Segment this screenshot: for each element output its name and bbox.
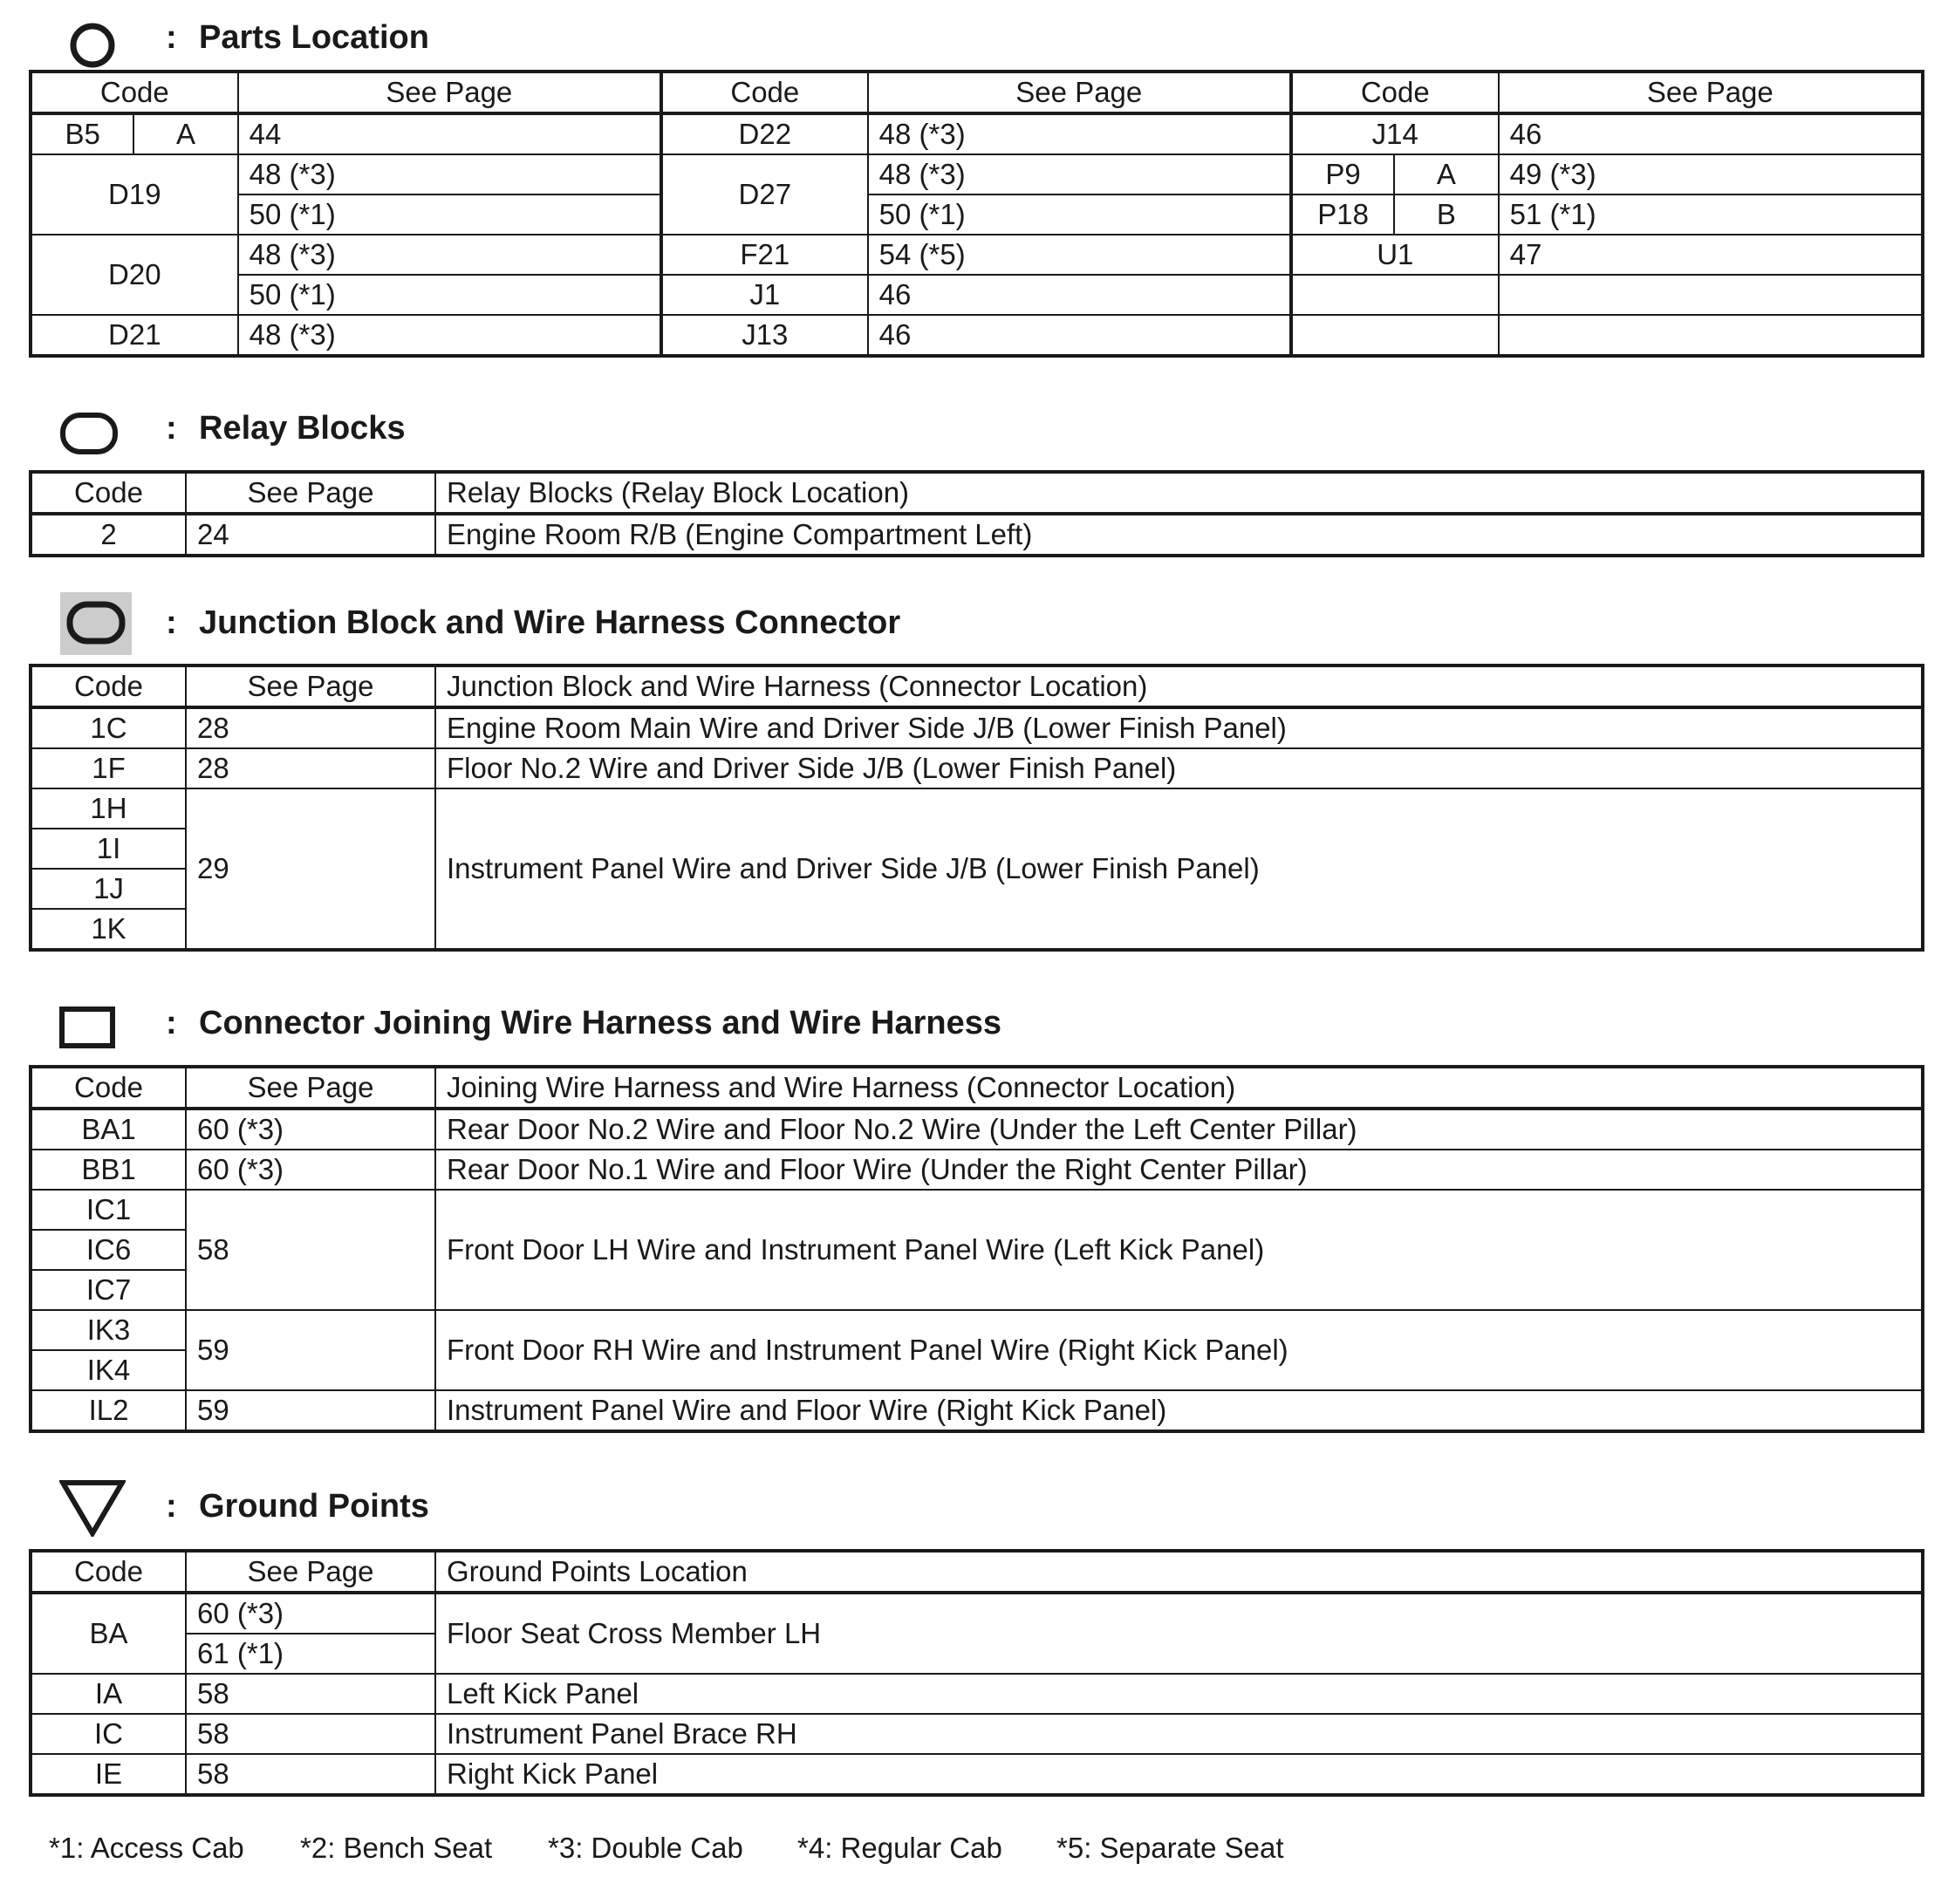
empty-cell <box>1499 315 1923 356</box>
header-code: Code <box>31 472 186 514</box>
relay-blocks-table <box>29 470 1924 557</box>
page-cell: 28 <box>186 707 435 748</box>
section-title: Parts Location <box>199 19 429 56</box>
footnote: *4: Regular Cab <box>797 1832 1002 1864</box>
footnote: *5: Separate Seat <box>1056 1832 1284 1864</box>
table-row <box>31 707 1923 748</box>
table-row <box>31 1674 1923 1714</box>
footnotes <box>49 1832 1924 1875</box>
header-code: Code <box>31 665 186 707</box>
table-row <box>31 1150 1923 1190</box>
sub-code-cell: A <box>133 113 237 154</box>
sub-code-cell: B <box>1394 194 1498 235</box>
description-cell: Left Kick Panel <box>435 1674 1923 1714</box>
section-header-ground-points <box>54 1477 1624 1556</box>
code-cell: IC1 <box>31 1190 186 1230</box>
header-see-page: See Page <box>186 1551 435 1593</box>
footnote: *3: Double Cab <box>548 1832 743 1864</box>
parts-location-table <box>29 70 1924 358</box>
table-header-row <box>31 1551 1923 1593</box>
section-colon: : <box>166 604 177 641</box>
section-title: Connector Joining Wire Harness and Wire Harness <box>199 1005 1001 1041</box>
header-see-page: See Page <box>186 665 435 707</box>
page-cell: 46 <box>868 315 1291 356</box>
empty-cell <box>1499 275 1923 315</box>
description-cell: Instrument Panel Wire and Driver Side J/B (Lower Finish Panel) <box>435 788 1923 950</box>
code-cell: 1H <box>31 788 186 829</box>
table-row <box>31 275 1923 315</box>
header-see-page: See Page <box>1499 72 1923 113</box>
page-cell: 59 <box>186 1310 435 1390</box>
description-cell: Engine Room Main Wire and Driver Side J/B (Lower Finish Panel) <box>435 707 1923 748</box>
header-see-page: See Page <box>238 72 661 113</box>
description-cell: Front Door LH Wire and Instrument Panel Wire (Left Kick Panel) <box>435 1190 1923 1310</box>
code-cell: 1I <box>31 829 186 869</box>
header-code: Code <box>31 1067 186 1109</box>
table-header-row <box>31 1067 1923 1109</box>
page-cell: 60 (*3) <box>186 1150 435 1190</box>
description-cell: Instrument Panel Wire and Floor Wire (Right Kick Panel) <box>435 1390 1923 1431</box>
header-code: Code <box>31 72 238 113</box>
section-colon: : <box>166 19 177 56</box>
page-cell: 48 (*3) <box>238 154 661 194</box>
code-cell: IA <box>31 1674 186 1714</box>
footnote: *1: Access Cab <box>49 1832 244 1864</box>
table-row <box>31 1593 1923 1634</box>
page-cell: 59 <box>186 1390 435 1431</box>
page-cell: 29 <box>186 788 435 950</box>
code-cell: 1J <box>31 869 186 909</box>
code-cell: J14 <box>1291 113 1499 154</box>
page-cell: 28 <box>186 748 435 788</box>
description-cell: Front Door RH Wire and Instrument Panel Wire (Right Kick Panel) <box>435 1310 1923 1390</box>
table-row <box>31 1310 1923 1350</box>
code-cell: D21 <box>31 315 238 356</box>
code-cell: D20 <box>31 235 238 315</box>
table-row <box>31 514 1923 556</box>
page-cell: 50 (*1) <box>238 275 661 315</box>
code-cell: U1 <box>1291 235 1499 275</box>
header-description: Junction Block and Wire Harness (Connector Location) <box>435 665 1923 707</box>
code-cell: D19 <box>31 154 238 235</box>
code-cell: IK4 <box>31 1350 186 1390</box>
circle-icon <box>68 21 117 70</box>
header-see-page: See Page <box>186 472 435 514</box>
section-title: Relay Blocks <box>199 410 406 447</box>
page-cell: 51 (*1) <box>1499 194 1923 235</box>
code-cell: P18 <box>1291 194 1394 235</box>
header-description: Ground Points Location <box>435 1551 1923 1593</box>
table-row <box>31 788 1923 829</box>
page-cell: 48 (*3) <box>868 113 1291 154</box>
page-cell: 50 (*1) <box>238 194 661 235</box>
section-colon: : <box>166 1488 177 1525</box>
code-cell: IC6 <box>31 1230 186 1270</box>
section-colon: : <box>166 410 177 447</box>
description-cell: Rear Door No.2 Wire and Floor No.2 Wire (Under the Left Center Pillar) <box>435 1109 1923 1150</box>
page-cell: 60 (*3) <box>186 1593 435 1634</box>
page-cell: 48 (*3) <box>868 154 1291 194</box>
code-cell: BA <box>31 1593 186 1674</box>
down-triangle-icon <box>59 1479 126 1537</box>
section-title: Ground Points <box>199 1488 429 1525</box>
code-cell: 1F <box>31 748 186 788</box>
header-code: Code <box>31 1551 186 1593</box>
sub-code-cell: A <box>1394 154 1498 194</box>
table-row <box>31 235 1923 275</box>
page-cell: 46 <box>1499 113 1923 154</box>
rounded-rectangle-icon <box>59 412 120 457</box>
table-header-row <box>31 665 1923 707</box>
page-cell: 58 <box>186 1674 435 1714</box>
page-cell: 58 <box>186 1754 435 1795</box>
description-cell: Right Kick Panel <box>435 1754 1923 1795</box>
table-row <box>31 1390 1923 1431</box>
code-cell: IC7 <box>31 1270 186 1310</box>
section-header-junction-block <box>54 594 1624 672</box>
page-cell: 47 <box>1499 235 1923 275</box>
code-cell: J13 <box>661 315 868 356</box>
description-cell: Floor Seat Cross Member LH <box>435 1593 1923 1674</box>
shaded-rounded-rectangle-icon <box>60 592 132 655</box>
section-header-connector-joining <box>54 994 1624 1073</box>
page-cell: 44 <box>238 113 661 154</box>
page-cell: 46 <box>868 275 1291 315</box>
page-cell: 24 <box>186 514 435 556</box>
code-cell: BB1 <box>31 1150 186 1190</box>
code-cell: J1 <box>661 275 868 315</box>
code-cell: BA1 <box>31 1109 186 1150</box>
page-cell: 48 (*3) <box>238 315 661 356</box>
description-cell: Engine Room R/B (Engine Compartment Left) <box>435 514 1923 556</box>
code-cell: IK3 <box>31 1310 186 1350</box>
table-row <box>31 154 1923 194</box>
table-row <box>31 113 1923 154</box>
code-cell: P9 <box>1291 154 1394 194</box>
header-see-page: See Page <box>186 1067 435 1109</box>
table-row <box>31 1109 1923 1150</box>
page-cell: 61 (*1) <box>186 1634 435 1674</box>
code-cell: F21 <box>661 235 868 275</box>
table-row <box>31 194 1923 235</box>
connector-joining-table <box>29 1065 1924 1433</box>
section-colon: : <box>166 1005 177 1041</box>
code-cell: D27 <box>661 154 868 235</box>
description-cell: Floor No.2 Wire and Driver Side J/B (Lower Finish Panel) <box>435 748 1923 788</box>
page-cell: 58 <box>186 1714 435 1754</box>
code-cell: B5 <box>31 113 133 154</box>
page-cell: 60 (*3) <box>186 1109 435 1150</box>
description-cell: Instrument Panel Brace RH <box>435 1714 1923 1754</box>
page-cell: 58 <box>186 1190 435 1310</box>
table-header-row <box>31 472 1923 514</box>
empty-cell <box>1291 275 1499 315</box>
code-cell: 2 <box>31 514 186 556</box>
table-header-row <box>31 72 1923 113</box>
description-cell: Rear Door No.1 Wire and Floor Wire (Under the Right Center Pillar) <box>435 1150 1923 1190</box>
code-cell: IE <box>31 1754 186 1795</box>
header-description: Relay Blocks (Relay Block Location) <box>435 472 1923 514</box>
junction-block-table <box>29 664 1924 952</box>
table-row <box>31 1714 1923 1754</box>
footnote: *2: Bench Seat <box>300 1832 493 1864</box>
code-cell: IC <box>31 1714 186 1754</box>
header-description: Joining Wire Harness and Wire Harness (Connector Location) <box>435 1067 1923 1109</box>
page-cell: 49 (*3) <box>1499 154 1923 194</box>
table-row <box>31 1754 1923 1795</box>
empty-cell <box>1291 315 1499 356</box>
code-cell: 1K <box>31 909 186 950</box>
header-see-page: See Page <box>868 72 1291 113</box>
ground-points-table <box>29 1549 1924 1797</box>
code-cell: 1C <box>31 707 186 748</box>
code-cell: IL2 <box>31 1390 186 1431</box>
table-row <box>31 748 1923 788</box>
table-row <box>31 1190 1923 1230</box>
code-cell: D22 <box>661 113 868 154</box>
page-cell: 54 (*5) <box>868 235 1291 275</box>
section-header-relay-blocks <box>54 399 1624 478</box>
section-title: Junction Block and Wire Harness Connector <box>199 604 901 641</box>
page-cell: 50 (*1) <box>868 194 1291 235</box>
page-cell: 48 (*3) <box>238 235 661 275</box>
rectangle-icon <box>59 1007 117 1050</box>
table-row <box>31 315 1923 356</box>
header-code: Code <box>661 72 868 113</box>
header-code: Code <box>1291 72 1499 113</box>
